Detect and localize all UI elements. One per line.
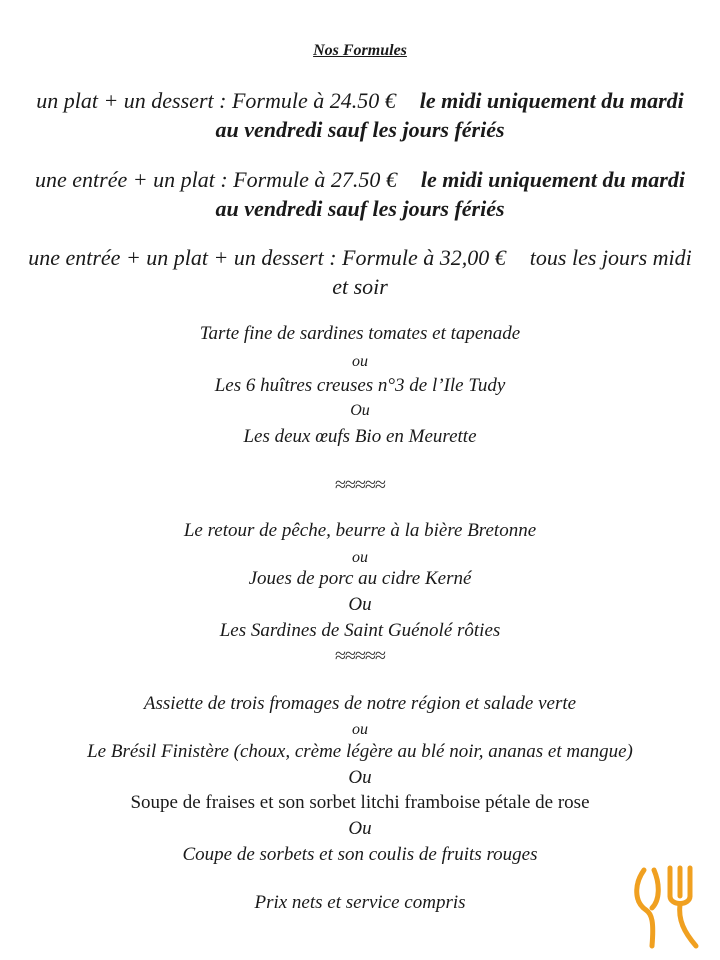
dessert-item-3: Soupe de fraises et son sorbet litchi framboise pétale de rose [130,792,590,813]
formula-2 [0,165,720,223]
formula-3-condition-2: et soir [332,274,388,299]
formula-2-line1 [0,165,720,194]
plat-or-1: ou [352,549,368,566]
entree-item-1: Tarte fine de sardines tomates et tapenade [199,323,521,344]
dessert-item-2: Le Brésil Finistère (choux, crème légère au blé noir, ananas et mangue) [87,741,633,762]
formula-3-line1 [0,243,720,272]
formula-2-condition: le midi uniquement du mardi [420,167,685,192]
dessert-item-1: Assiette de trois fromages de notre région et salade verte [143,693,577,714]
entree-or-2: Ou [350,402,370,419]
dessert-or-3: Ou [348,818,372,839]
plat-item-3: Les Sardines de Saint Guénolé rôties [219,620,501,641]
dessert-or-2: Ou [348,767,372,788]
formula-3-condition: tous les jours midi [529,245,692,270]
formula-1-condition-2: au vendredi sauf les jours fériés [215,117,505,142]
plat-item-2: Joues de porc au cidre Kerné [248,568,472,589]
page-title: Nos Formules [313,42,407,59]
footer-note: Prix nets et service compris [254,892,466,913]
plat-item-1: Le retour de pêche, beurre à la bière Bretonne [183,520,537,541]
formula-1-condition: le midi uniquement du mardi [419,88,684,113]
formula-3 [0,243,720,301]
formula-3-offer: une entrée + un plat + un dessert : Formule à 32,00 € [28,245,506,270]
entree-item-3: Les deux œufs Bio en Meurette [243,426,477,447]
formula-1-offer: un plat + un dessert : Formule à 24.50 € [36,88,396,113]
fork-and-spoon-logo-icon [630,862,706,952]
separator-2: ≈≈≈≈≈ [335,645,385,667]
dessert-or-1: ou [352,721,368,738]
formula-2-offer: une entrée + un plat : Formule à 27.50 € [35,167,397,192]
formula-2-condition-2: au vendredi sauf les jours fériés [215,196,505,221]
plat-or-2: Ou [348,594,372,615]
formula-1-line1 [0,86,720,115]
dessert-item-4: Coupe de sorbets et son coulis de fruits rouges [182,844,538,865]
entree-item-2: Les 6 huîtres creuses n°3 de l’Ile Tudy [214,375,506,396]
separator-1: ≈≈≈≈≈ [335,474,385,496]
entree-or-1: ou [352,353,368,370]
formula-1 [0,86,720,144]
